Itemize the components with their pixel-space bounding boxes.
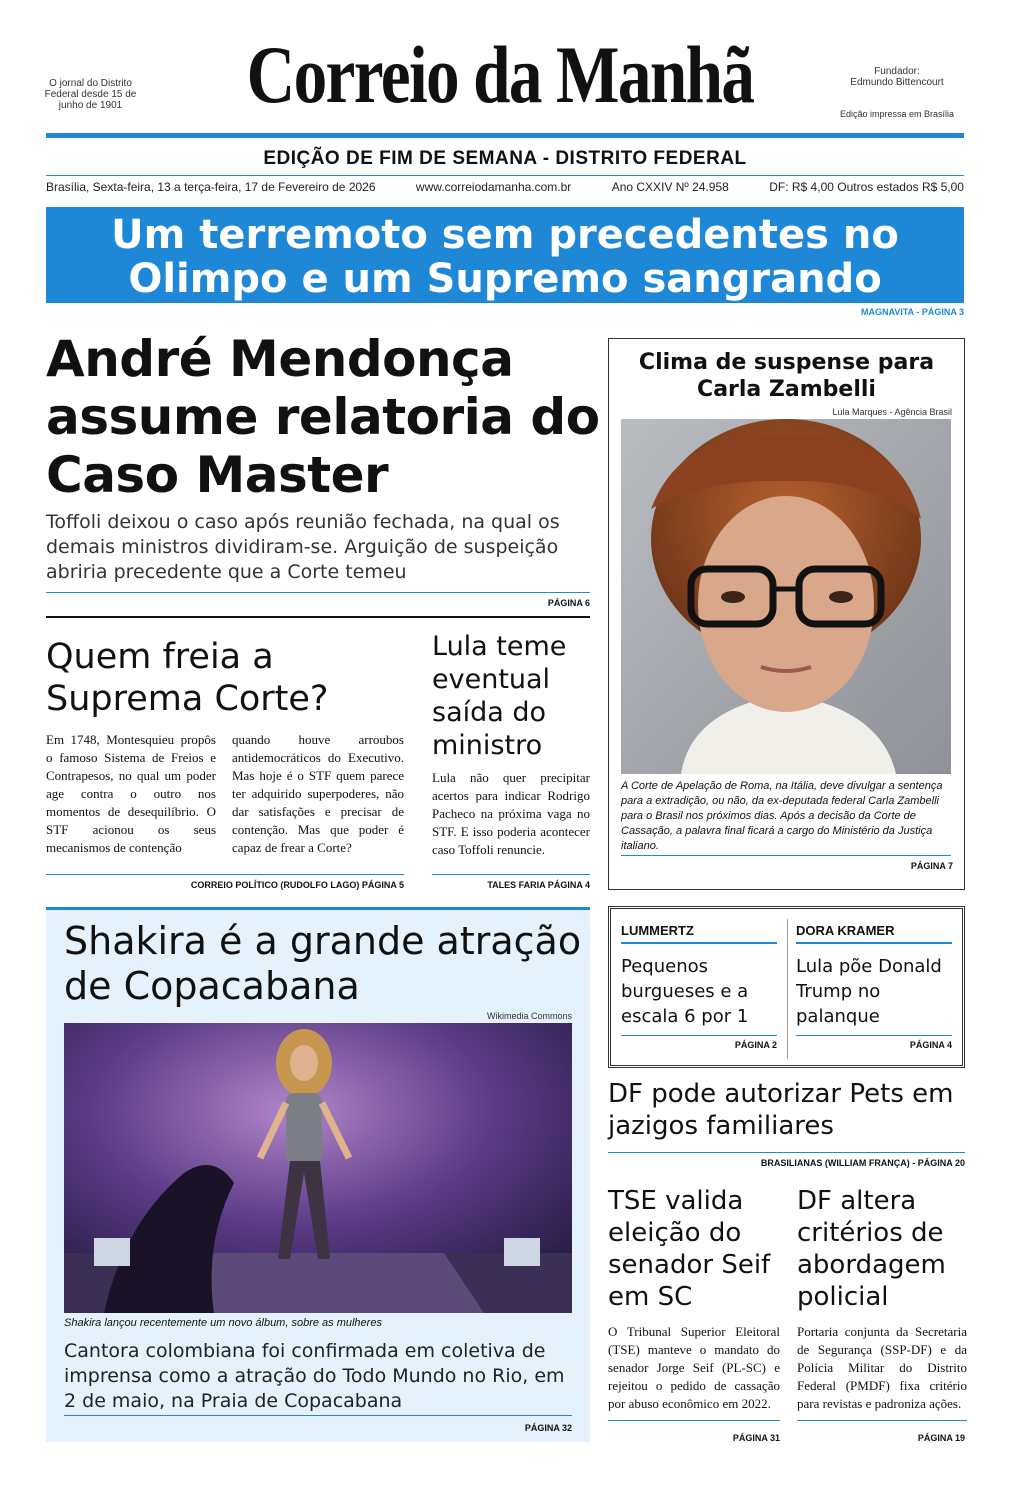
lead-rule [46, 592, 590, 593]
price: DF: R$ 4,00 Outros estados R$ 5,00 [769, 180, 964, 194]
founder-name: Edmundo Bittencourt [850, 77, 944, 88]
newspaper-logo: Correio da Manhã [246, 29, 754, 120]
column1-headline[interactable]: Quem freia a Suprema Corte? [46, 637, 329, 719]
print-edition-note: Edição impressa em Brasília [839, 109, 955, 119]
columnist-page-ref: PÁGINA 4 [909, 1040, 952, 1050]
column2-headline[interactable]: Lula teme eventual saída do ministro [432, 631, 567, 761]
column2-text: Lula não quer precipitar acertos para indicar Rodrigo Pacheco na próxima vaga no STF. E isso poderia acontecer caso Toffoli renuncie. [432, 770, 590, 857]
zambelli-rule [621, 855, 951, 856]
masthead-rule [46, 133, 964, 138]
shakira-photo-caption: Shakira lançou recentemente um novo álbum, sobre as mulheres [64, 1317, 382, 1329]
column1-text-a: Em 1748, Montesquieu propôs o famoso Sistema de Freios e Contrapesos, no qual um poder age contra o outro nos momentos de desequilíbrio. O STF acionou os seus mecanismos de contenção [46, 732, 216, 855]
banner-headline[interactable]: Um terremoto sem precedentes no Olimpo e um Supremo sangrando [46, 207, 964, 303]
policia-page-ref: PÁGINA 19 [917, 1433, 965, 1443]
column1-text-b: quando houve arroubos antidemocráticos do Executivo. Mas hoje é o STF quem parece ter adquirido superpoderes, não dar satisfações e precisar de contenção. Mas que poder é capaz de frear a Corte? [232, 732, 404, 855]
shakira-photo-credit: Wikimedia Commons [486, 1011, 572, 1021]
columnist-divider [787, 919, 788, 1059]
banner-page-ref: MAGNAVITA - PÁGINA 3 [861, 307, 964, 317]
shakira-top-rule [46, 907, 590, 910]
dateline [46, 180, 964, 194]
lead-headline[interactable]: André Mendonça assume relatoria do Caso Master [46, 330, 600, 504]
tse-rule [608, 1420, 780, 1421]
tse-headline[interactable]: TSE valida eleição do senador Seif em SC [608, 1186, 771, 1312]
section-divider [46, 616, 590, 618]
founder-note [838, 66, 956, 88]
tse-page-ref: PÁGINA 31 [732, 1433, 780, 1443]
shakira-rule [64, 1415, 572, 1416]
policia-text: Portaria conjunta da Secretaria de Segurança (SSP-DF) e da Polícia Militar do Distrito Federal (PMDF) fixa critério para revistas e padroniza ações. [797, 1324, 967, 1411]
founder-label: Fundador: [874, 66, 920, 77]
zambelli-photo-credit: Lula Marques - Agência Brasil [832, 407, 952, 417]
column1-page-ref: CORREIO POLÍTICO (RUDOLFO LAGO) PÁGINA 5 [190, 880, 404, 890]
columnist-dora-kramer[interactable] [796, 923, 952, 1050]
policia-headline[interactable]: DF altera critérios de abordagem policial [797, 1186, 946, 1312]
columnist-lummertz[interactable] [621, 923, 777, 1050]
zambelli-feature-box[interactable] [608, 338, 965, 890]
shakira-text: Cantora colombiana foi confirmada em coletiva de imprensa como a atração do Todo Mundo no Rio, em 2 de maio, na Praia de Copacabana [64, 1340, 565, 1412]
column1-rule [46, 874, 404, 875]
zambelli-photo [621, 419, 951, 774]
columnist-name: LUMMERTZ [621, 923, 777, 944]
pets-headline[interactable]: DF pode autorizar Pets em jazigos familiares [608, 1079, 954, 1141]
columnist-title[interactable]: Lula põe Donald Trump no palanque [796, 956, 942, 1027]
columnist-title[interactable]: Pequenos burgueses e a escala 6 por 1 [621, 956, 749, 1027]
pets-page-ref: BRASILIANAS (WILLIAM FRANÇA) - PÁGINA 20 [760, 1158, 965, 1168]
issue-number: Ano CXXIV Nº 24.958 [611, 180, 729, 194]
pets-rule [608, 1152, 965, 1153]
column2-page-ref: TALES FARIA PÁGINA 4 [487, 880, 590, 890]
zambelli-headline[interactable]: Clima de suspense para Carla Zambelli [638, 350, 935, 402]
shakira-photo [64, 1023, 572, 1313]
lead-subhead: Toffoli deixou o caso após reunião fechada, na qual os demais ministros dividiram-se. Arguição de suspeição abriria precedente que a Corte temeu [46, 511, 560, 583]
lead-page-ref: PÁGINA 6 [547, 598, 590, 608]
shakira-headline[interactable]: Shakira é a grande atração de Copacabana [64, 919, 582, 1008]
columnists-box [608, 906, 965, 1068]
shakira-page-ref: PÁGINA 32 [524, 1423, 572, 1433]
dateline-rule [46, 175, 964, 176]
column2-rule [432, 874, 590, 875]
columnist-name: DORA KRAMER [796, 923, 952, 944]
policia-rule [797, 1420, 967, 1421]
masthead-founding-note: O jornal do Distrito Federal desde 15 de junho de 1901 [44, 78, 137, 111]
shakira-feature-box[interactable] [46, 907, 590, 1442]
tse-text: O Tribunal Superior Eleitoral (TSE) manteve o mandato do senador Jorge Seif (PL-SC) e rejeitou o pedido de cassação por abuso econômico em 2022. [608, 1324, 780, 1411]
website-link[interactable]: www.correiodamanha.com.br [415, 180, 572, 194]
zambelli-page-ref: PÁGINA 7 [910, 861, 953, 871]
columnist-page-ref: PÁGINA 2 [734, 1040, 777, 1050]
edition-line: EDIÇÃO DE FIM DE SEMANA - DISTRITO FEDERAL [263, 148, 747, 169]
zambelli-caption: A Corte de Apelação de Roma, na Itália, deve divulgar a sentença para a extradição, ou não, da ex-deputada federal Carla Zambelli para o Brasil nos próximos dias. Após a decisão da Corte de Cassação, a palavra final ficará a cargo do Ministério da Justiça italiano. [621, 780, 943, 852]
edition-date: Brasília, Sexta-feira, 13 a terça-feira, 17 de Fevereiro de 2026 [46, 180, 376, 194]
